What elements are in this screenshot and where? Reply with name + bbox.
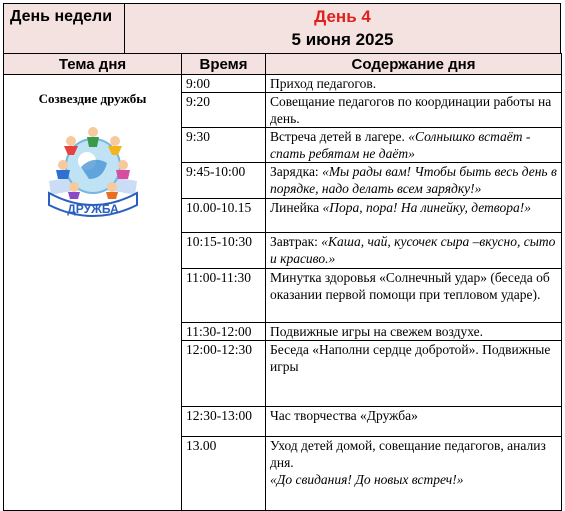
time-cell: 9:30	[182, 128, 266, 163]
content-cell: Встреча детей в лагере. «Солнышко встаёт - спать ребятам не даёт»	[266, 128, 562, 163]
content-cell: Уход детей домой, совещание педагогов, анализ дня. «До свидания! До новых встреч!»	[266, 437, 562, 511]
schedule-table	[3, 53, 562, 511]
day-heading	[125, 4, 561, 54]
time-cell: 10:15-10:30	[182, 233, 266, 269]
content-cell: Линейка «Пора, пора! На линейку, детвора!»	[266, 199, 562, 233]
time-cell: 11:30-12:00	[182, 323, 266, 341]
time-cell: 13.00	[182, 437, 266, 511]
content-cell: Подвижные игры на свежем воздухе.	[266, 323, 562, 341]
time-cell: 9:20	[182, 93, 266, 128]
time-cell: 12:30-13:00	[182, 407, 266, 437]
weekday-label: День недели	[4, 4, 125, 54]
theme-cell	[4, 75, 182, 511]
content-cell: Завтрак: «Каша, чай, кусочек сыра –вкусно, сыто и красиво.»	[266, 233, 562, 269]
content-cell: Зарядка: «Мы рады вам! Чтобы быть весь день в порядке, надо делать всем зарядку!»	[266, 163, 562, 199]
schedule-document	[3, 3, 561, 511]
day-number: День 4	[314, 6, 371, 26]
time-cell: 10.00-10.15	[182, 199, 266, 233]
header-table	[3, 3, 561, 54]
theme-title: Созвездие дружбы	[38, 91, 147, 106]
druzhba-logo-icon	[43, 121, 143, 223]
column-header-theme: Тема дня	[4, 54, 182, 75]
logo-text: ДРУЖБА	[66, 202, 119, 216]
time-cell: 11:00-11:30	[182, 269, 266, 323]
column-header-content: Содержание дня	[266, 54, 562, 75]
content-cell: Час творчества «Дружба»	[266, 407, 562, 437]
content-cell: Совещание педагогов по координации работы на день.	[266, 93, 562, 128]
content-cell: Приход педагогов.	[266, 75, 562, 93]
content-cell: Беседа «Наполни сердце добротой». Подвижные игры	[266, 341, 562, 407]
day-date: 5 июня 2025	[291, 29, 394, 49]
column-header-time: Время	[182, 54, 266, 75]
time-cell: 9:00	[182, 75, 266, 93]
time-cell: 12:00-12:30	[182, 341, 266, 407]
content-cell: Минутка здоровья «Солнечный удар» (беседа об оказании первой помощи при тепловом ударе).	[266, 269, 562, 323]
time-cell: 9:45-10:00	[182, 163, 266, 199]
